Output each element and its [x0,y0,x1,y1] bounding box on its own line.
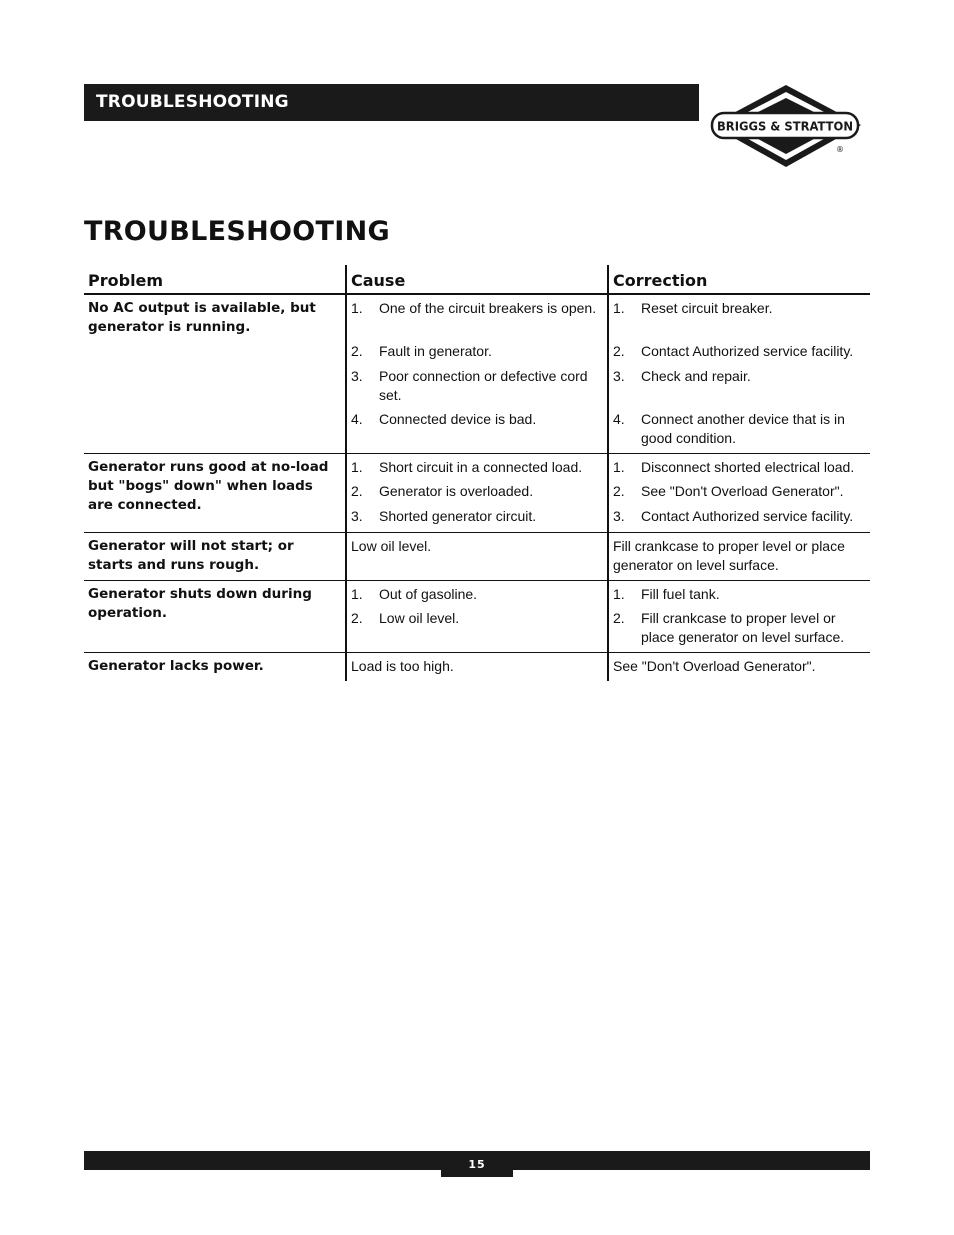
table-row [84,581,870,653]
page-title: TROUBLESHOOTING [84,216,390,247]
table-row [84,454,870,533]
troubleshooting-table [84,265,870,681]
problem-cell: Generator lacks power. [88,658,264,674]
registered-mark: ® [836,145,844,154]
correction-list [613,585,867,647]
column-header-problem: Problem [84,265,346,294]
list-item: 2. See "Don't Overload Generator". [613,483,844,499]
list-item: 3. Contact Authorized service facility. [613,508,854,524]
list-item: 3. Shorted generator circuit. [351,508,537,524]
correction-cell: Fill crankcase to proper level or place generator on level surface. [608,533,870,581]
column-header-cause: Cause [346,265,608,294]
cause-list [351,585,604,647]
section-header-label: TROUBLESHOOTING [96,92,289,112]
correction-cell [608,294,870,454]
cause-cell: Low oil level. [346,533,608,581]
list-item: 1. Reset circuit breaker. [613,300,773,316]
correction-cell: See "Don't Overload Generator". [608,653,870,682]
briggs-stratton-logo [710,84,862,170]
table-header-row [84,265,870,294]
logo-brand-text: BRIGGS & STRATTON [717,119,853,134]
cause-cell [346,581,608,653]
table-row [84,653,870,682]
list-item: 2. Fault in generator. [351,343,492,359]
list-item: 3. Check and repair. [613,368,751,384]
list-item: 3. Poor connection or defective cord set. [351,368,588,403]
correction-list [613,299,867,448]
list-item: 2. Contact Authorized service facility. [613,343,854,359]
list-item: 1. Out of gasoline. [351,586,478,602]
cause-cell: Load is too high. [346,653,608,682]
problem-cell: Generator shuts down during operation. [84,581,346,653]
correction-list [613,458,867,527]
list-item: 2. Fill crankcase to proper level or place generator on level surface. [613,610,845,645]
column-header-correction: Correction [608,265,870,294]
cause-cell [346,294,608,454]
table-row [84,533,870,581]
section-header-bar [84,84,699,121]
list-item: 1. Fill fuel tank. [613,586,720,602]
page-number: 15 [441,1151,513,1177]
list-item: 4. Connected device is bad. [351,411,537,427]
correction-cell [608,454,870,533]
cause-cell [346,454,608,533]
list-item: 1. Disconnect shorted electrical load. [613,459,855,475]
problem-cell: Generator runs good at no-load but "bogs" down" when loads are connected. [84,454,346,533]
list-item: 1. One of the circuit breakers is open. [351,300,597,316]
list-item: 1. Short circuit in a connected load. [351,459,583,475]
table-row [84,294,870,454]
cause-list [351,458,604,527]
cause-list [351,299,604,448]
problem-cell: No AC output is available, but generator is running. [84,294,346,454]
list-item: 4. Connect another device that is in good condition. [613,411,845,446]
list-item: 2. Generator is overloaded. [351,483,534,499]
problem-cell: Generator will not start; or starts and runs rough. [84,533,346,581]
list-item: 2. Low oil level. [351,610,460,626]
correction-cell [608,581,870,653]
